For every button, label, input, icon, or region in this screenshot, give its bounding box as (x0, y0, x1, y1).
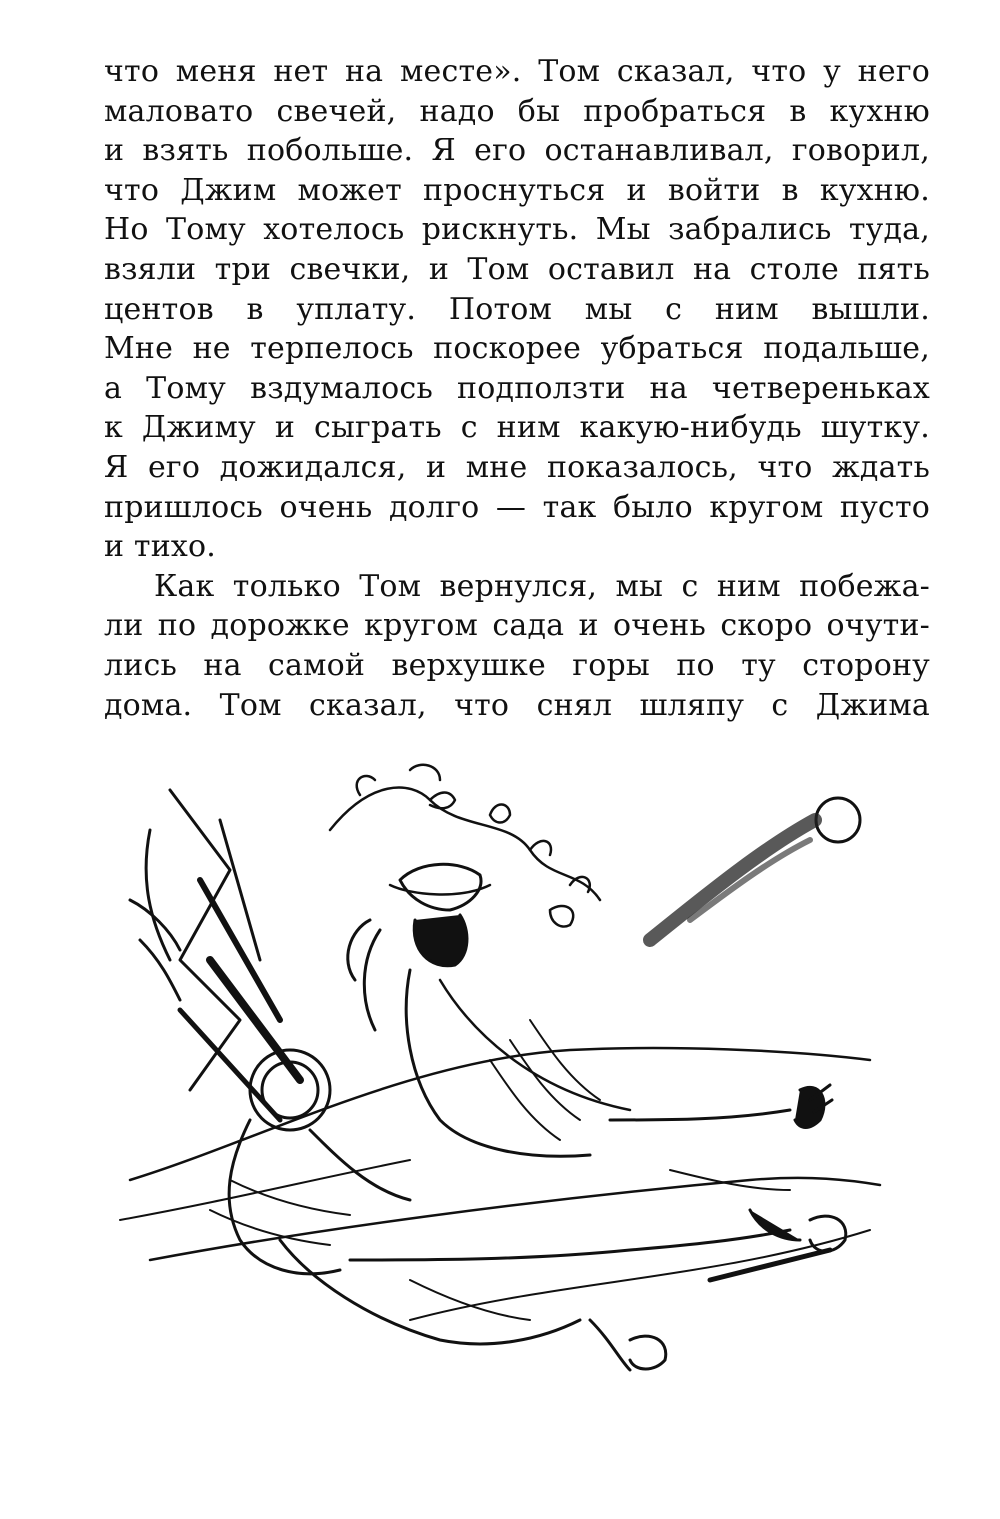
building-hatching (130, 790, 300, 1120)
text-line: взяли три свечки, и Том оставил на столе пять (104, 251, 930, 287)
text-line: и взять побольше. Я его останавливал, говорил, (104, 133, 930, 169)
pen-sketch-illustration (110, 760, 890, 1390)
text-line: дома. Том сказал, что снял шляпу с Джима (104, 687, 930, 723)
text-line: лись на самой верхушке горы по ту сторону (104, 647, 930, 683)
moon-icon (816, 798, 860, 842)
text-line: центов в уплату. Потом мы с ним вышли. (104, 291, 930, 327)
text-line: ли по дорожке кругом сада и очень скоро очути- (104, 608, 930, 644)
sketch-svg (110, 760, 890, 1390)
text-line: что Джим может проснуться и войти в кухню. (104, 172, 930, 208)
text-line: Я его дожидался, и мне показалось, что ждать (104, 449, 930, 485)
book-text (104, 52, 930, 725)
paragraph-2 (104, 567, 930, 725)
paragraph-1 (104, 52, 930, 567)
text-line: пришлось очень долго — так было кругом пусто (104, 489, 930, 525)
text-line: Как только Том вернулся, мы с ним побежа- (154, 568, 930, 604)
ground-line (150, 1178, 880, 1260)
moon-shadow (650, 820, 815, 940)
moon-shadow (690, 840, 810, 920)
figure-jim (348, 864, 832, 1156)
text-line: Но Тому хотелось рискнуть. Мы забрались туда, (104, 212, 930, 248)
text-line: и тихо. (104, 529, 217, 565)
text-line: маловато свечей, надо бы пробраться в кухню (104, 93, 930, 129)
text-line: что меня нет на месте». Том сказал, что у него (104, 54, 930, 89)
text-line: а Тому вздумалось подползти на четвереньках (104, 370, 930, 406)
text-line: Мне не терпелось поскорее убраться подальше, (104, 331, 930, 367)
ground-line (410, 1230, 870, 1320)
text-line: к Джиму и сыграть с ним какую-нибудь шутку. (104, 410, 930, 446)
